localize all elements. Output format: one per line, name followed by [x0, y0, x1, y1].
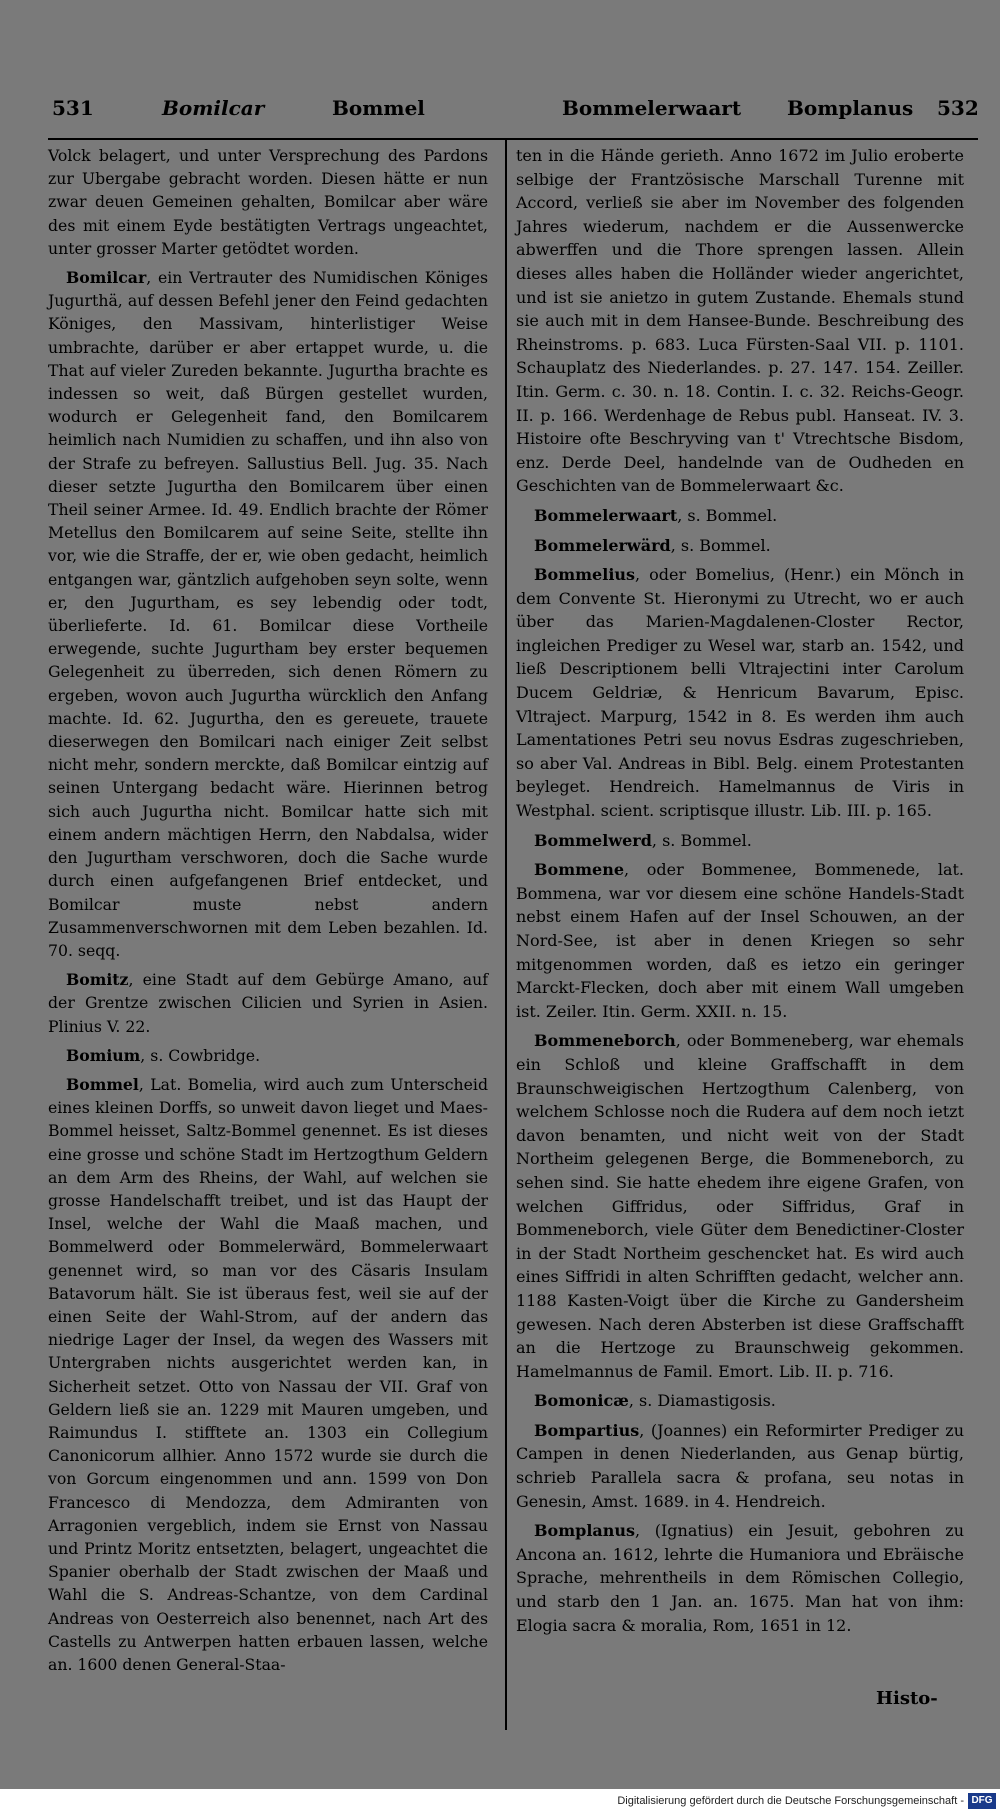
- entry-text: , s. Bommel.: [651, 830, 752, 850]
- entry-paragraph: [48, 1073, 488, 1676]
- dfg-logo: DFG: [968, 1793, 996, 1809]
- left-guide-word-1: Bomilcar: [162, 96, 265, 120]
- entry-text: , s. Diamastigosis.: [628, 1391, 776, 1411]
- catchword: Histo-: [876, 1688, 938, 1709]
- entry-lemma: Bomonicæ: [534, 1391, 629, 1411]
- entry-lemma: Bommel: [66, 1074, 139, 1094]
- right-column: [516, 144, 964, 1643]
- right-page-number: 532: [937, 96, 979, 120]
- footer-credit: Digitalisierung gefördert durch die Deutsche Forschungsgemeinschaft -: [617, 1795, 964, 1807]
- entry-paragraph: [516, 1519, 964, 1637]
- entry-text: , s. Bommel.: [677, 505, 778, 525]
- right-guide-word-1: Bommelerwaart: [562, 96, 742, 120]
- footer-bar: [0, 1789, 1000, 1815]
- entry-paragraph: [516, 1389, 964, 1413]
- left-guide-word-2: Bommel: [332, 96, 425, 120]
- entry-lemma: Bomplanus: [534, 1521, 636, 1541]
- entry-text: , eine Stadt auf dem Gebürge Amano, auf der Grentze zwischen Cilicien und Syrien in Asien. Plinius V. 22.: [48, 970, 488, 1036]
- entry-text: , (Ignatius) ein Jesuit, gebohren zu Ancona an. 1612, lehrte die Humaniora und Ebräische Sprache, mehrentheils in dem Römischen Collegio, und starb den 1 Jan. an. 1675. Man hat von ihm: Elogia sacra & moralia, Rom, 1651 in 12.: [516, 1521, 964, 1635]
- entry-paragraph: [48, 144, 488, 260]
- entry-lemma: Bommene: [534, 860, 625, 880]
- entry-paragraph: [516, 144, 964, 498]
- entry-paragraph: [516, 1029, 964, 1383]
- entry-lemma: Bomitz: [66, 970, 129, 990]
- column-divider: [505, 140, 507, 1730]
- entry-paragraph: [516, 504, 964, 528]
- entry-paragraph: [48, 266, 488, 962]
- entry-paragraph: [516, 563, 964, 823]
- entry-text: , oder Bommenee, Bommenede, lat. Bommena, war vor diesem eine schöne Handels-Stadt nebst einem Hafen auf der Insel Schouwen, an der Nord-See, ist aber in denen Kriegen so sehr mitgenommen worden, daß es ietzo ein geringer Marckt-Flecken, doch aber mit einem Wall umgeben ist. Zeiler. Itin. Germ. XXII. n. 15.: [516, 860, 964, 1021]
- entry-text: ten in die Hände gerieth. Anno 1672 im Julio eroberte selbige der Frantzösische Marschall Turenne mit Accord, verließ sie aber im November des folgenden Jahres wiederum, nachdem er die Aussenwercke abwerffen und die Thore sprengen lassen. Allein dieses alles haben die Holländer wieder angerichtet, und ist sie anietzo in gutem Zustande. Ehemals stund sie auch mit in dem Hansee-Bunde. Beschreibung des Rheinstroms. p. 683. Luca Fürsten-Saal VII. p. 1101. Schauplatz des Niederlandes. p. 27. 147. 154. Zeiller. Itin. Germ. c. 30. n. 18. Contin. I. c. 32. Reichs-Geogr. II. p. 166. Werdenhage de Rebus publ. Hanseat. IV. 3. Histoire ofte Beschryving van t' Vtrechtsche Bisdom, enz. Derde Deel, handelnde van de Oudheden en Geschichten van de Bommelerwaart &c.: [516, 146, 964, 496]
- entry-text: , Lat. Bomelia, wird auch zum Unterscheid eines kleinen Dorffs, so unweit davon lieget und Maes-Bommel heisset, Saltz-Bommel genennet. Es ist dieses eine grosse und schöne Stadt im Hertzogthum Geldern an dem Arm des Rheins, der Wahl, auf welchen sie grosse Handelschafft treibet, und ist das Haupt der Insel, welche der Wahl die Maaß machen, und Bommelwerd oder Bommelerwärd, Bommelerwaart genennet wird, so man vor des Cäsaris Insulam Batavorum hält. Sie ist überaus fest, weil sie auf der einen Seite der Wahl-Strom, auf der andern das niedrige Lager der Insel, da wegen des Wassers mit Untergraben nichts ausgerichtet werden kan, in Sicherheit setzet. Otto von Nassau der VII. Graf von Geldern ließ sie an. 1229 mit Mauren umgeben, und Raimundus I. stifftete an. 1303 ein Collegium Canonicorum allhier. Anno 1572 wurde sie durch die von Gorcum eingenommen und ann. 1599 von Don Francesco di Mendozza, dem Admiranten von Arragonien vergeblich, indem sie Ernst von Nassau und Printz Moritz entsetzten, belagert, ungeachtet die Spanier oberhalb der Stadt zwischen der Maaß und Wahl die S. Andreas-Schantze, von dem Cardinal Andreas von Oesterreich also benennet, nach Art des Castells zu Antwerpen hatten erbauen lassen, welche an. 1600 denen General-Staa-: [48, 1074, 488, 1674]
- entry-lemma: Bommelwerd: [534, 830, 652, 850]
- left-column: [48, 144, 488, 1682]
- entry-lemma: Bompartius: [534, 1420, 640, 1440]
- entry-lemma: Bommeneborch: [534, 1031, 676, 1051]
- entry-lemma: Bomilcar: [66, 268, 147, 288]
- running-header: [52, 96, 979, 140]
- entry-text: , ein Vertrauter des Numidischen Königes Jugurthä, auf dessen Befehl jener den Feind gedachten Königes, den Massivam, hinterlistiger Weise umbrachte, darüber er aber ertappet wurde, u. die That auf vieler Zureden bekannte. Jugurtha brachte es indessen so weit, daß Bürgen gestellet wurden, wodurch er Gelegenheit fand, den Bomilcarem heimlich nach Numidien zu schaffen, und ihn also von der Strafe zu befreyen. Sallustius Bell. Jug. 35. Nach dieser setzte Jugurtha den Bomilcarem über einen Theil seiner Armee. Id. 49. Endlich brachte der Römer Metellus den Bomilcarem auf seine Seite, stellte ihn vor, wie die Straffe, der er, wie oben gedacht, heimlich entgangen war, gäntzlich aufgehoben seyn solte, wenn er, den Jugurtham, es sey lebendig oder todt, überlieferte. Id. 61. Bomilcar diese Vortheile erwegende, suchte Jugurtham bey erster bequemen Gelegenheit zu überreden, sich denen Römern zu ergeben, wovon auch Jugurtha würcklich den Anfang machte. Id. 62. Jugurtha, den es gereuete, trauete dieserwegen den Bomilcari nach einiger Zeit selbst nicht mehr, sondern merckte, daß Bomilcar eintzig auf seinen Untergang bedacht wäre. Hierinnen betrog sich auch Jugurtha nicht. Bomilcar hatte sich mit einem andern mächtigen Herrn, den Nabdalsa, wider den Jugurtham verschworen, doch die Sache wurde durch einen aufgefangenen Brief entdecket, und Bomilcar muste nebst andern Zusammenverschwornen mit dem Leben bezahlen. Id. 70. seqq.: [48, 268, 488, 960]
- left-page-number: 531: [52, 96, 94, 120]
- entry-lemma: Bomium: [66, 1045, 141, 1065]
- right-guide-word-2: Bomplanus: [787, 96, 914, 120]
- entry-lemma: Bommelius: [534, 565, 636, 585]
- entry-paragraph: [516, 858, 964, 1023]
- entry-lemma: Bommelerwaart: [534, 505, 678, 525]
- entry-paragraph: [516, 829, 964, 853]
- entry-paragraph: [516, 1419, 964, 1513]
- entry-text: , s. Cowbridge.: [140, 1045, 261, 1065]
- entry-paragraph: [48, 968, 488, 1038]
- entry-paragraph: [48, 1044, 488, 1067]
- entry-text: Volck belagert, und unter Versprechung des Pardons zur Ubergabe gebracht worden. Diesen hätte er nun zwar deuen Gemeinen gehalten, Bomilcar aber wäre des mit einem Eyde bestätigten Vertrags ungeachtet, unter grosser Marter getödtet worden.: [48, 146, 488, 258]
- header-rule: [48, 138, 978, 140]
- entry-paragraph: [516, 534, 964, 558]
- entry-text: , oder Bommeneberg, war ehemals ein Schloß und kleine Graffschafft in dem Braunschweigischen Hertzogthum Calenberg, von welchem Schlosse noch die Rudera auf dem noch ietzt davon benamten, und nicht weit von der Stadt Northeim gelegenen Berge, die Bommeneborch, zu sehen sind. Sie hatte ehedem ihre eigene Grafen, von welchen Giffridus, oder Siffridus, Graf in Bommeneborch, viele Güter dem Benedictiner-Closter in der Stadt Northeim geschencket hat. Es wird auch eines Siffridi in alten Schrifften gedacht, welcher ann. 1188 Kasten-Voigt über die Kirche zu Gandersheim gewesen. Nach deren Absterben ist diese Graffschafft an die Hertzoge zu Braunschweig gekommen. Hamelmannus de Famil. Emort. Lib. II. p. 716.: [516, 1031, 964, 1381]
- entry-lemma: Bommelerwärd: [534, 535, 671, 555]
- entry-text: , (Joannes) ein Reformirter Prediger zu Campen in denen Niederlanden, aus Genap bürtig, schrieb Parallela sacra & profana, seu notas in Genesin, Amst. 1689. in 4. Hendreich.: [516, 1420, 964, 1511]
- entry-text: , oder Bomelius, (Henr.) ein Mönch in dem Convente St. Hieronymi zu Utrecht, wo er auch über das Marien-Magdalenen-Closter Rector, ingleichen Prediger zu Wesel war, starb an. 1542, und ließ Descriptionem belli Vltrajectini inter Carolum Ducem Geldriæ, & Henricum Bavarum, Episc. Vltraject. Marpurg, 1542 in 8. Es werden ihm auch Lamentationes Petri seu novus Esdras zugeschrieben, so aber Val. Andreas in Bibl. Belg. einem Protestanten beyleget. Hendreich. Hamelmannus de Viris in Westphal. scient. scriptisque illustr. Lib. III. p. 165.: [516, 565, 964, 821]
- entry-text: , s. Bommel.: [670, 535, 771, 555]
